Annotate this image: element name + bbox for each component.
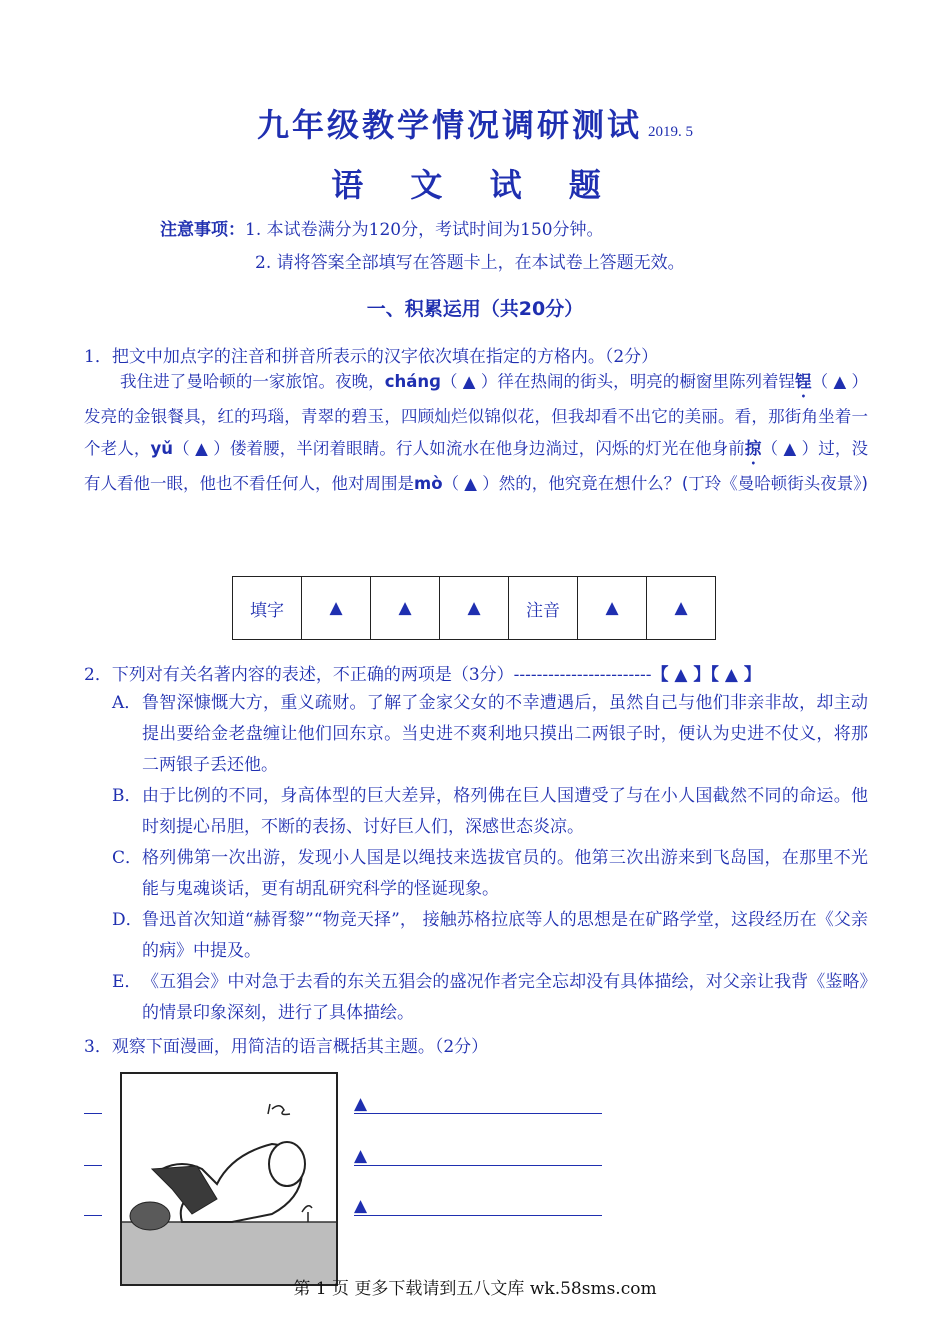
pinyin-3: mò <box>414 474 443 493</box>
question-3-stem: 3．观察下面漫画，用简洁的语言概括其主题。（2分） <box>84 1037 489 1057</box>
pinyin-1: chánɡ <box>384 372 441 391</box>
answer-cell[interactable]: ▲ <box>647 577 716 640</box>
answer-line[interactable]: ▲ <box>84 1084 604 1114</box>
question-1-passage: 我住进了曼哈顿的一家旅馆。夜晚，chánɡ（ ▲ ）徉在热闹的街头，明亮的橱窗里陈列着锃锃（ ▲ ）发亮的金银餐具，红的玛瑙，青翠的碧玉，四顾灿烂似锦似花，但我却看不出它的美丽。看，那街角坐着一个老人，yǔ（ ▲ ）偻着腰，半闭着眼睛。行人如流水在他身边淌过，闪烁的灯光在他身前掠（ ▲ ）过，没有人看他一眼，他也不看任何人，他对周围是mò（ ▲ ）然的，他究竟在想什么？ (丁玲《曼哈顿街头夜景》) <box>84 366 868 500</box>
answer-cell[interactable]: ▲ <box>302 577 371 640</box>
option-b: B． 由于比例的不同，身高体型的巨大差异，格列佛在巨人国遭受了与在小人国截然不同的命运。他时刻提心吊胆，不断的表扬、讨好巨人们，深感世态炎凉。 <box>112 786 868 837</box>
option-c: C． 格列佛第一次出游，发现小人国是以绳技来选拔官员的。他第三次出游来到飞岛国，在那里不光能与鬼魂谈话，更有胡乱研究科学的怪诞现象。 <box>112 848 868 899</box>
passage-source: (丁玲《曼哈顿街头夜景》) <box>681 474 868 493</box>
notice-label: 注意事项： <box>160 220 245 240</box>
fill-char-label: 填字 <box>233 577 302 640</box>
notice-block <box>160 214 685 280</box>
option-a: A． 鲁智深慷慨大方，重义疏财。了解了金家父女的不幸遭遇后，虽然自己与他们非亲非故，却主动提出要给金老盘缠让他们回东京。当史进不爽利地只摸出二两银子时，便认为史进不仗义，将那二两银子丢还他。 <box>112 693 868 775</box>
exam-date: 2019. 5 <box>648 124 693 140</box>
option-d: D． 鲁迅首次知道“赫胥黎”“物竞天择”， 接触苏格拉底等人的思想是在矿路学堂，这段经历在《父亲的病》中提及。 <box>112 910 868 961</box>
notice-item-2: 2. 请将答案全部填写在答题卡上，在本试卷上答题无效。 <box>255 253 685 273</box>
question-2-options <box>112 688 868 1029</box>
cartoon-drawing <box>122 1074 336 1284</box>
answer-table <box>232 576 716 640</box>
question-2-stem: 2．下列对有关名著内容的表述，不正确的两项是（3分）------------------------【 ▲ 】【 ▲ 】 <box>84 665 761 685</box>
answer-line[interactable]: ▲ <box>84 1186 604 1216</box>
page-footer: 第 1 页 更多下载请到五八文库 wk.58sms.com <box>293 1279 657 1299</box>
answer-cell[interactable]: ▲ <box>440 577 509 640</box>
cartoon-image <box>120 1072 338 1286</box>
title-text: 九年级教学情况调研测试 <box>256 106 642 144</box>
answer-cell[interactable]: ▲ <box>371 577 440 640</box>
section-heading: 一、积累运用（共20分） <box>366 298 584 320</box>
answer-cell[interactable]: ▲ <box>578 577 647 640</box>
dotted-char-1: 锃 <box>795 372 812 391</box>
question-1-stem: 1．把文中加点字的注音和拼音所表示的汉字依次填在指定的方格内。（2分） <box>84 347 659 367</box>
dotted-char-2: 掠 <box>744 439 762 458</box>
subject-title: 语 文 试 题 <box>331 166 619 204</box>
answer-line[interactable]: ▲ <box>84 1136 604 1166</box>
question-2-answer[interactable]: 【 ▲ 】【 ▲ 】 <box>651 665 761 685</box>
pinyin-label: 注音 <box>509 577 578 640</box>
notice-item-1: 1. 本试卷满分为120分，考试时间为150分钟。 <box>245 220 604 240</box>
page-title <box>0 100 950 146</box>
option-e: E． 《五猖会》中对急于去看的东关五猖会的盛况作者完全忘却没有具体描绘，对父亲让我背《鉴略》的情景印象深刻，进行了具体描绘。 <box>112 972 868 1023</box>
pinyin-2: yǔ <box>150 439 173 458</box>
